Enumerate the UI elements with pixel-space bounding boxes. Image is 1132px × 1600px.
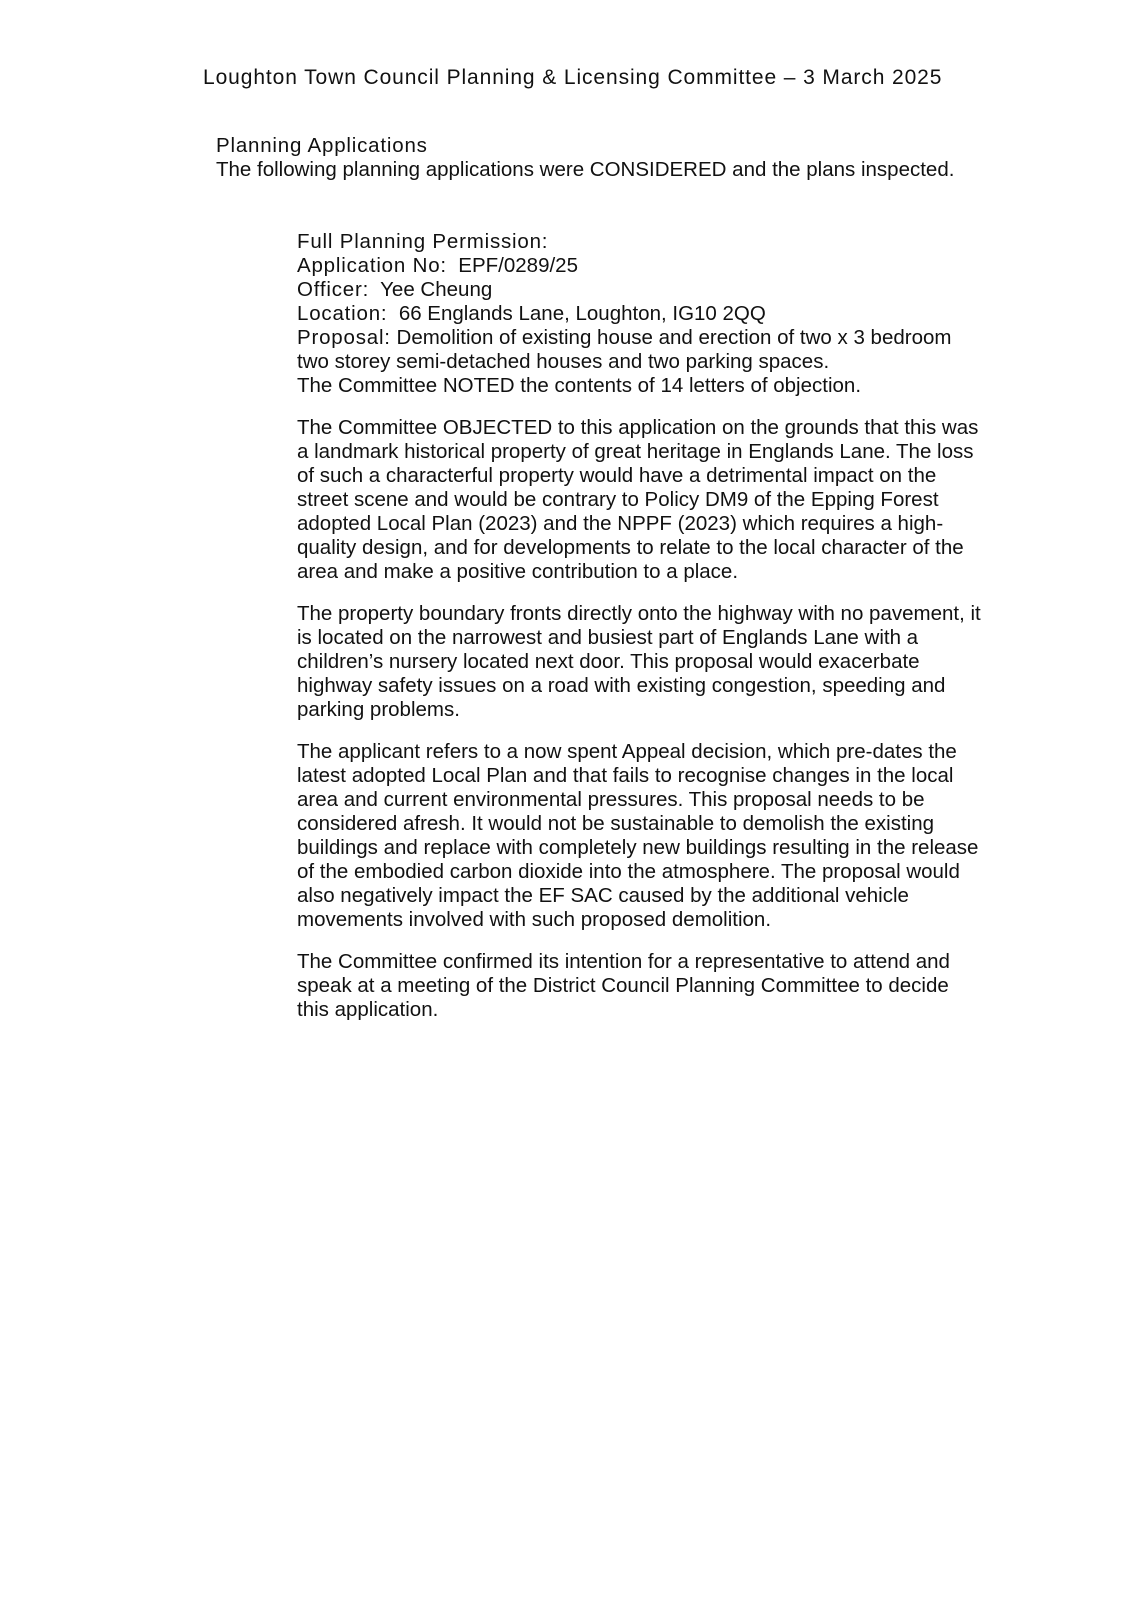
- objection-letters-note: The Committee NOTED the contents of 14 letters of objection.: [297, 374, 862, 397]
- application-type: Full Planning Permission:: [297, 230, 549, 253]
- proposal-label: Proposal:: [297, 326, 391, 349]
- officer-label: Officer:: [297, 278, 370, 301]
- highway-safety-paragraph: The property boundary fronts directly onto the highway with no pavement, it is located on the narrowest and busiest part of Englands Lane with a children’s nursery located next door. This proposal would exacerbate highway safety issues on a road with existing congestion, speeding and parking problems.: [297, 602, 981, 721]
- application-number-row: [297, 254, 1007, 278]
- representative-paragraph: The Committee confirmed its intention for a representative to attend and speak at a meeting of the District Council Planning Committee to decide this application.: [297, 950, 950, 1021]
- planning-applications-section: [216, 134, 1096, 182]
- location-row: [297, 302, 1007, 326]
- application-number-label: Application No:: [297, 254, 447, 277]
- application-number: EPF/0289/25: [458, 254, 578, 277]
- objection-paragraph: The Committee OBJECTED to this application on the grounds that this was a landmark historical property of great heritage in Englands Lane. The loss of such a characterful property would have a detrimental impact on the street scene and would be contrary to Policy DM9 of the Epping Forest adopted Local Plan (2023) and the NPPF (2023) which requires a high- quality design, and for developments to relate to the local character of the area and make a positive contribution to a place.: [297, 416, 979, 583]
- officer-name: Yee Cheung: [380, 278, 493, 301]
- location-label: Location:: [297, 302, 388, 325]
- proposal-text-line2: two storey semi-detached houses and two parking spaces.: [297, 350, 830, 373]
- application-entry: [297, 230, 1007, 1040]
- proposal-row: [297, 326, 1007, 350]
- section-title: Planning Applications: [216, 134, 428, 157]
- appeal-decision-paragraph: The applicant refers to a now spent Appeal decision, which pre-dates the latest adopted Local Plan and that fails to recognise changes in the local area and current environmental pressures. This proposal needs to be considered afresh. It would not be sustainable to demolish the existing buildings and replace with completely new buildings resulting in the release of the embodied carbon dioxide into the atmosphere. The proposal would also negatively impact the EF SAC caused by the additional vehicle movements involved with such proposed demolition.: [297, 740, 979, 931]
- officer-row: [297, 278, 1007, 302]
- location-value: 66 Englands Lane, Loughton, IG10 2QQ: [398, 302, 766, 325]
- application-details: [297, 230, 1007, 398]
- page-header: Loughton Town Council Planning & Licensing Committee – 3 March 2025: [203, 66, 943, 89]
- section-intro: The following planning applications were CONSIDERED and the plans inspected.: [216, 158, 955, 181]
- proposal-text-line1: Demolition of existing house and erection of two x 3 bedroom: [396, 326, 952, 349]
